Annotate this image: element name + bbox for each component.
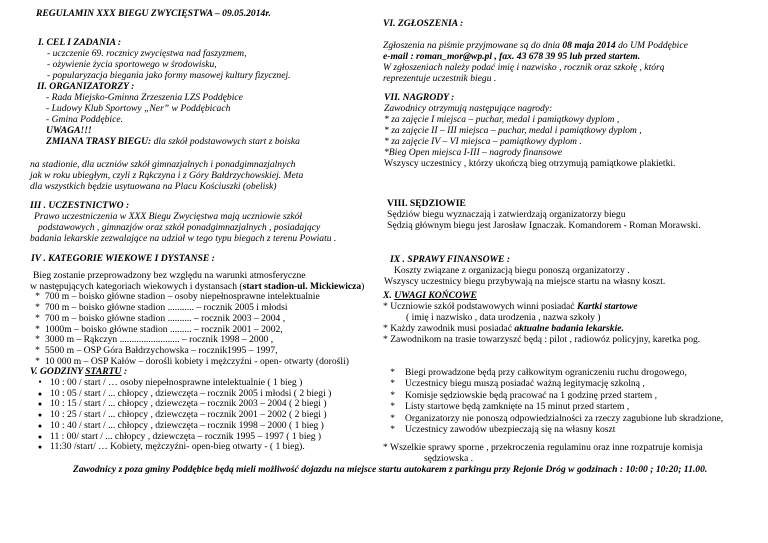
note-row <box>383 390 723 401</box>
section-kategorie-heading: IV . KATEGORIE WIEKOWE I DYSTANSE : <box>31 253 215 264</box>
sedziowie-line: Sędzią głównym biegu jest Jarosław Ignaczak. Komandorem - Roman Morawski. <box>387 220 701 231</box>
godzina-text: 10 : 05 / start / ... chłopcy , dziewczęta – rocznik 2005 i młodsi ( 2 biegi ) <box>50 387 332 399</box>
godzina-text: 11 : 00/ start / ... chłopcy , dziewczęta – rocznik 1995 – 1997 ( 1 bieg ) <box>50 430 322 442</box>
trasa-line: na stadionie, dla uczniów szkół gimnazjalnych i ponadgimnazjalnych <box>30 159 296 170</box>
nagrody-line: *Bieg Open miejsca I-III – nagrody finansowe <box>384 147 563 158</box>
note-text: Listy startowe będą zamknięte na 15 minut przed startem , <box>405 401 630 413</box>
note-row <box>383 413 723 424</box>
document-title: REGULAMIN XXX BIEGU ZWYCIĘSTWA – 09.05.2014r. <box>36 8 271 19</box>
note-text: Organizatorzy nie ponoszą odpowiedzialności za rzeczy zagubione lub skradzione, <box>405 412 724 424</box>
note-text: Uczestnicy biegu muszą posiadać ważną legitymację szkolną , <box>405 378 645 390</box>
notes-list <box>383 367 723 435</box>
section-nagrody-heading: VII. NAGRODY : <box>384 92 455 103</box>
section-nagrody <box>384 92 675 169</box>
uwagi-text: * Każdy zawodnik musi posiadać <box>383 323 515 334</box>
asterisk-bullet: * <box>390 412 395 424</box>
zmiana-trasy-label: ZMIANA TRASY BIEGU: <box>46 136 152 147</box>
nagrody-line: * za zajęcie II – III miejsca – puchar, medal i pamiątkowy dyplom , <box>384 125 642 136</box>
circle-bullet: ● <box>37 432 43 441</box>
kategoria-text: 700 m – boisko główne stadion – osoby niepełnosprawne intelektualnie <box>45 291 320 303</box>
kategorie-start-location: start stadion-ul. Mickiewicza <box>242 280 362 292</box>
circle-bullet: ● <box>37 443 43 452</box>
zmiana-trasy-text: dla szkół podstawowych start z boiska <box>151 136 300 147</box>
section-zgloszenia <box>383 40 688 84</box>
godzina-text: 10 : 25 / start / ... chłopcy , dziewczęta – rocznik 2001 – 2002 ( 2 biegi ) <box>50 409 327 421</box>
uwagi-line-1 <box>383 301 700 312</box>
cel-item: - ożywienie życia sportowego w środowisku, <box>47 59 217 70</box>
finanse-line: Koszty związane z organizacją biegu ponoszą organizatorzy . <box>394 265 630 276</box>
circle-bullet: ● <box>37 389 43 398</box>
uwagi-heading-number: X. <box>383 290 395 301</box>
circle-bullet: ● <box>37 411 43 420</box>
asterisk-bullet: * <box>390 367 395 378</box>
zmiana-trasy <box>37 136 300 147</box>
godzina-text: 10 : 15 / start / ... chłopcy , dziewczęta – rocznik 2003 – 2004 ( 2 biegi ) <box>50 398 327 410</box>
zgloszenia-text: Zgłoszenia na piśmie przyjmowane są do dnia <box>383 40 563 51</box>
nagrody-line: * za zajęcie IV – VI miejsca – pamiątkowy dyplom . <box>384 136 582 147</box>
notes-final <box>383 442 703 464</box>
section-cel-heading: I. CEL I ZADANIA : <box>38 37 122 48</box>
section-finanse-heading: IX . SPRAWY FINANSOWE : <box>390 254 511 265</box>
uczestnictwo-line: podstawowych , gimnazjów oraz szkół ponadgimnazjalnych , posiadający <box>38 222 321 233</box>
kategoria-text: 3000 m – Rąkczyn ......................... – rocznik 1998 – 2000 , <box>45 334 274 346</box>
godziny-heading-startu: STARTU <box>85 366 122 378</box>
uwagi-line-4: * Zawodnikom na trasie towarzyszć będą : pilot , radiowóz policyjny, karetka pog. <box>383 334 701 345</box>
godzina-row <box>30 442 364 453</box>
zgloszenia-line-3: W zgłoszeniach należy podać imię i nazwisko , rocznik oraz szkołę , którą <box>383 62 665 73</box>
uczestnictwo-line: Prawo uczestniczenia w XXX Biegu Zwycięstwa mają uczniowie szkół <box>34 211 303 222</box>
uwagi-text: * Uczniowie szkół podstawowych winni posiadać <box>383 301 577 312</box>
circle-bullet: ● <box>37 400 43 409</box>
section-sedziowie <box>387 198 701 231</box>
godziny-heading-colon: : <box>121 366 128 378</box>
asterisk-bullet: * <box>35 344 40 356</box>
asterisk-bullet: * <box>35 291 40 303</box>
note-row <box>383 401 723 412</box>
kategorie-intro-text: w następujących kategoriach wiekowych i dystansach ( <box>30 280 243 292</box>
godzina-text: 10 : 40 / start / ... chłopcy , dziewczęta – rocznik 1998 – 2000 ( 1 bieg ) <box>50 419 324 431</box>
section-uczestnictwo-heading: III . UCZESTNICTWO : <box>30 200 130 211</box>
trasa-line: dla wszystkich będzie usytuowana na Placu Kościuszki (obelisk) <box>30 181 277 192</box>
uwaga-label: UWAGA!!! <box>46 125 92 136</box>
organizator-item: - Rada Miejsko-Gminna Zrzeszenia LZS Poddębice <box>46 92 243 103</box>
kategorie-intro-close: ) <box>361 280 365 292</box>
trasa-line: jak w roku ubiegłym, czyli z Rąkczyna i z Góry Bałdrzychowskiej. Meta <box>30 170 304 181</box>
uwagi-kartki: Kartki startowe <box>576 301 638 312</box>
zgloszenia-contact: e-mail : roman_mor@wp.pl , fax. 43 678 39 95 lub przed startem. <box>383 51 641 62</box>
dot-bullet: • <box>38 377 42 389</box>
uwagi-line-3 <box>383 323 700 334</box>
zgloszenia-deadline: 08 maja 2014 <box>562 40 616 51</box>
section-uczestnictwo <box>30 200 336 244</box>
note-row <box>383 367 723 378</box>
kategoria-text: 700 m – boisko główne stadion .......... – rocznik 2003 – 2004 , <box>45 312 286 324</box>
godziny-heading-text: V. GODZINY <box>30 366 86 378</box>
footer-note: Zawodnicy z poza gminy Poddębice będą mieli możliwość dojazdu na miejsce startu autokarem z parkingu przy Rejonie Dróg w godzinach : 10:00 ; 10:20; 11.00. <box>73 464 708 475</box>
zgloszenia-line-1 <box>383 40 688 51</box>
asterisk-bullet: * <box>390 389 395 401</box>
section-organizatorzy <box>37 81 300 147</box>
kategoria-text: 5500 m – OSP Góra Bałdrzychowska – rocznik1995 – 1997, <box>45 344 278 356</box>
kategoria-text: 1000m – boisko główne stadion ......... – rocznik 2001 – 2002, <box>45 323 283 335</box>
note-row <box>383 378 723 389</box>
asterisk-bullet: * <box>390 378 395 390</box>
asterisk-bullet: * <box>35 334 40 346</box>
section-finanse <box>384 254 665 287</box>
asterisk-bullet: * <box>35 312 40 324</box>
godzina-text: 11:30 /start/ … Kobiety, mężczyźni- open-bieg otwarty - ( 1 bieg). <box>50 441 305 453</box>
zgloszenia-text-end: do UM Poddębice <box>615 40 688 51</box>
zgloszenia-line-4: reprezentuje uczestnik biegu . <box>383 73 497 84</box>
section-kategorie <box>30 271 364 453</box>
organizator-item: - Ludowy Klub Sportowy „Ner” w Poddębicach <box>46 103 231 114</box>
uwagi-line-2: ( imię i nazwisko , data urodzenia , nazwa szkoły ) <box>406 312 601 323</box>
asterisk-bullet: * <box>35 302 40 314</box>
cel-item: - popularyzacja biegania jako formy masowej kultury fizycznej. <box>47 70 291 81</box>
notes-final-line: * Wszelkie sprawy sporne , przekroczenia regulaminu oraz inne rozpatruje komisja <box>383 442 703 453</box>
note-row <box>383 424 723 435</box>
kategorie-intro: Bieg zostanie przeprowadzony bez względu na warunki atmosferyczne <box>33 270 306 281</box>
cel-item: - uczczenie 69. rocznicy zwycięstwa nad faszyzmem, <box>47 48 247 59</box>
section-cel <box>38 37 291 81</box>
asterisk-bullet: * <box>35 323 40 335</box>
note-text: Biegi prowadzone będą przy całkowitym ograniczeniu ruchu drogowego, <box>405 367 687 378</box>
nagrody-line: Zawodnicy otrzymują następujące nagrody: <box>384 103 553 114</box>
circle-bullet: ● <box>37 421 43 430</box>
asterisk-bullet: * <box>390 424 395 436</box>
finanse-line: Wszyscy uczestnicy biegu przybywają na miejsce startu na własny koszt. <box>384 276 666 287</box>
notes-final-line-2: sędziowska . <box>424 453 474 464</box>
uczestnictwo-line: badania lekarskie zezwalające na udział w tego typu biegach z terenu Powiatu . <box>30 233 337 244</box>
section-uwagi-heading <box>383 290 700 301</box>
nagrody-last: Wszyscy uczestnicy , którzy ukończą bieg otrzymują pamiątkowe plakietki. <box>384 158 676 169</box>
section-uwagi <box>383 290 700 345</box>
uwagi-heading-title: UWAGI KOŃCOWE <box>394 290 477 301</box>
godzina-text: 10 : 00 / start / … osoby niepełnosprawne intelektualnie ( 1 bieg ) <box>50 377 303 389</box>
asterisk-bullet: * <box>35 355 40 367</box>
kategoria-text: 10 000 m – OSP Kałów – dorośli kobiety i mężczyźni - open- otwarty (dorośli) <box>45 355 349 367</box>
nagrody-line: * za zajęcie I miejsca – puchar, medal i pamiątkowy dyplom , <box>384 114 620 125</box>
organizator-item: - Gmina Poddębice. <box>46 114 123 125</box>
sedziowie-line: Sędziów biegu wyznaczają i zatwierdzają organizatorzy biegu <box>387 209 626 220</box>
kategoria-text: 700 m – boisko główne stadion ........... – rocznik 2005 i młodsi <box>45 302 288 314</box>
section-sedziowie-heading: VIII. SĘDZIOWIE <box>387 198 466 209</box>
uwagi-badania: aktualne badania lekarskie. <box>514 323 624 334</box>
note-text: Uczestnicy zawodów ubezpieczają się na własny koszt <box>405 424 616 436</box>
section-organizatorzy-heading: II. ORGANIZATORZY : <box>37 81 135 92</box>
trasa-paragraph <box>30 159 303 192</box>
note-text: Komisje sędziowskie będą pracować na 1 godzinę przed startem , <box>405 389 658 401</box>
asterisk-bullet: * <box>390 401 395 413</box>
section-zgloszenia-heading: VI. ZGŁOSZENIA : <box>383 18 464 29</box>
